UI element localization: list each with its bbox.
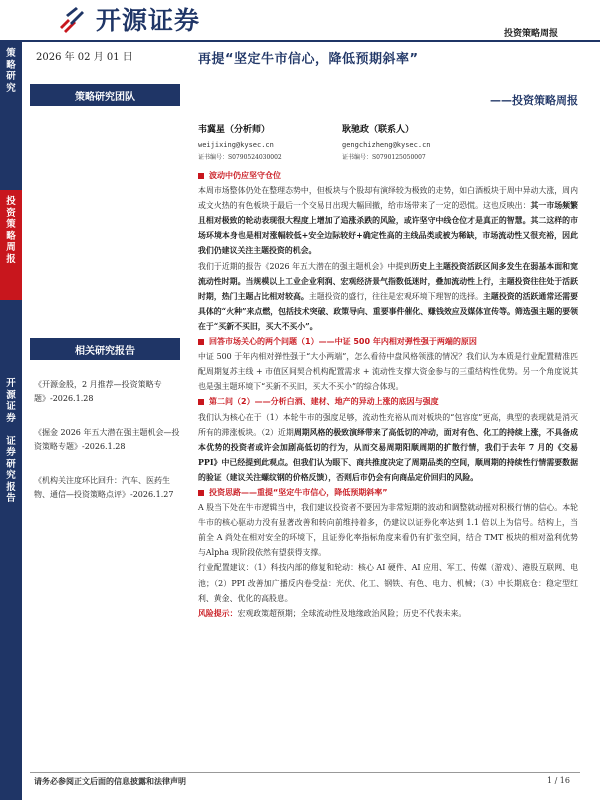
footer-disclaimer: 请务必参阅正文后面的信息披露和法律声明	[34, 777, 186, 786]
authors	[198, 122, 578, 161]
side-label-bottom: 开 源 证 券 证 券 研 究 报 告	[6, 378, 16, 504]
left-column	[30, 48, 180, 499]
section-heading: 投资思路——重提“坚定牛市信心，降低预期斜率”	[198, 485, 578, 500]
related-reports-list	[34, 378, 180, 522]
report-type-tag: 投资策略周报	[503, 29, 558, 39]
side-label-top: 策 略 研 究	[6, 48, 16, 94]
square-bullet-icon	[198, 173, 204, 179]
related-report-link[interactable]: 《开源金股，2 月推荐—投资策略专题》-2026.1.28	[34, 380, 162, 403]
related-report-link[interactable]: 《掘金 2026 年五大潜在强主题机会—投资策略专题》-2026.1.28	[34, 428, 180, 451]
author-email[interactable]: gengchizheng@kysec.cn	[342, 141, 431, 149]
related-report-link[interactable]: 《机构关注度环比回升：汽车、医药生物、通信—投资策略点评》-2026.1.27	[34, 476, 174, 499]
side-label-middle: 投 资 策 略 周 报	[6, 196, 16, 265]
author-email[interactable]: weijixing@kysec.cn	[198, 141, 274, 149]
author-name: 耿驰政（联系人）	[342, 125, 415, 135]
paragraph: 我们于近期的报告《2026 年五大潜在的强主题机会》中提到历史上主题投资活跃区间多发生在弱基本面和宽流动性时期。当规模以上工业企业利润、宏观经济景气指数低迷时，叠加流动性上行，主题投资往往处于活跃时期，热门主题占比相对较高。主题投资的盛行，往往是宏观环境下理智的选择。主题投资的活跃通常还需要具体的“火种”来点燃，包括技术突破、政策导向、重要事件催化、赚钱效应及媒体宣传等。筛选强主题的要领在于“买新不买旧，买大不买小”。	[198, 261, 578, 331]
footer-divider	[30, 772, 580, 773]
brand-name: 开源证券	[96, 6, 201, 35]
author-card	[198, 122, 328, 161]
report-body	[198, 168, 578, 621]
square-bullet-icon	[198, 490, 204, 496]
paragraph: 行业配置建议：（1）科技内部的修复和轮动：核心 AI 硬件、AI 应用、军工、传媒（游戏）、港股互联网、电池；（2）PPI 改善加广播反内卷受益：光伏、化工、钢铁、有色、电力、机械；（3）中长期底仓：稳定型红利、黄金、优化的高股息。	[198, 563, 578, 603]
square-bullet-icon	[198, 339, 204, 345]
header-divider	[0, 40, 600, 42]
team-banner: 策略研究团队	[30, 84, 180, 106]
brand-logo	[58, 4, 200, 34]
author-card	[342, 122, 472, 161]
report-title: 再提“坚定牛市信心，降低预期斜率”	[198, 52, 419, 67]
page-number: 1 / 16	[546, 776, 570, 785]
related-reports-banner: 相关研究报告	[30, 338, 180, 360]
paragraph: 中证 500 于年内相对弹性强于“大小两端”，怎么看待中盘风格领涨的情况？我们认为本质是行业配置精准匹配周期复苏主线 + 市值区间契合机构配置需求 + 流动性支撑大资金参与的三重结构性优势。另一个角度说其也是强主题环境下“买新不买旧，买大不买小”的综合体现。	[198, 352, 578, 392]
risk-note: 风险提示：宏观政策超预期；全球流动性及地缘政治风险；历史不代表未来。	[198, 608, 467, 618]
section-heading: 第二问（2）——分析白酒、建材、地产的异动上涨的底因与强度	[198, 394, 578, 409]
paragraph: 我们认为核心在于（1）本轮牛市的强度足够，流动性充裕从而对板块的“包容度”更高，典型的表现就是消灭所有的滞涨板块。（2）近期周期风格的极致演绎带来了高低切的冲动，面对有色、化工的持续上涨，不具备成本优势的投资者或许会加剧高低切的行为，从而交易周期阳顺周期的扩散行情，我们于去年 7 月的《交易 PPI》中已经提到此观点。但我们认为眼下、商共推度决定了周期品类的空间，顺周期的持续性行情需要数据的验证（建议关注螺纹钢的价格反馈），否则后市仍会有向商品定价回归的风险。	[198, 412, 578, 482]
report-subtitle: ——投资策略周报	[490, 94, 578, 107]
paragraph: 本周市场整体仍处在整理态势中，但板块与个股却有演绎较为极致的走势，如白酒板块于周中异动大涨，周内或文火热的有色板块于最后一个交易日出现大幅回撤，给市场带来了一定的恐慌。这也反映出：其一市场频繁且相对极致的轮动表现很大程度上增加了追涨杀跌的风险，或许坚守中线仓位才是真正的智慧。其二这样的市场环境本身也是相对涨幅较低+安全边际较好+确定性高的主线品类或被为稀缺，市场流动性又很充裕，因此我们仍建议关注主题投资的机会。	[198, 186, 578, 256]
main-column	[198, 48, 578, 618]
section-heading: 回答市场关心的两个问题（1）——中证 500 年内相对弹性强于两端的原因	[198, 334, 578, 349]
author-name: 韦冀星（分析师）	[198, 125, 271, 135]
author-cert: 证书编号：S0790524030002	[198, 154, 282, 161]
author-cert: 证书编号：S0790125050007	[342, 154, 426, 161]
report-date: 2026 年 02 月 01 日	[36, 52, 133, 63]
square-bullet-icon	[198, 399, 204, 405]
paragraph: A 股当下处在牛市逻辑当中，我们建议投资者不要因为非常短期的波动和调整就动摇对积极行情的信心。本轮牛市的核心驱动力没有显著改善和转向前维持着多，仍建议以证券化率达到 1.1 倍以上为信号。结构上，当前全 A 尚处在相对安全的环境下，且证券化率指标角度来看仍有扩张空间，结合 TMT 板块的相对盈利优势与Alpha 现阶段依然有望获得支撑。	[198, 503, 578, 558]
brand-mark-icon	[58, 5, 88, 33]
section-heading: 波动中仍应坚守仓位	[198, 168, 578, 183]
